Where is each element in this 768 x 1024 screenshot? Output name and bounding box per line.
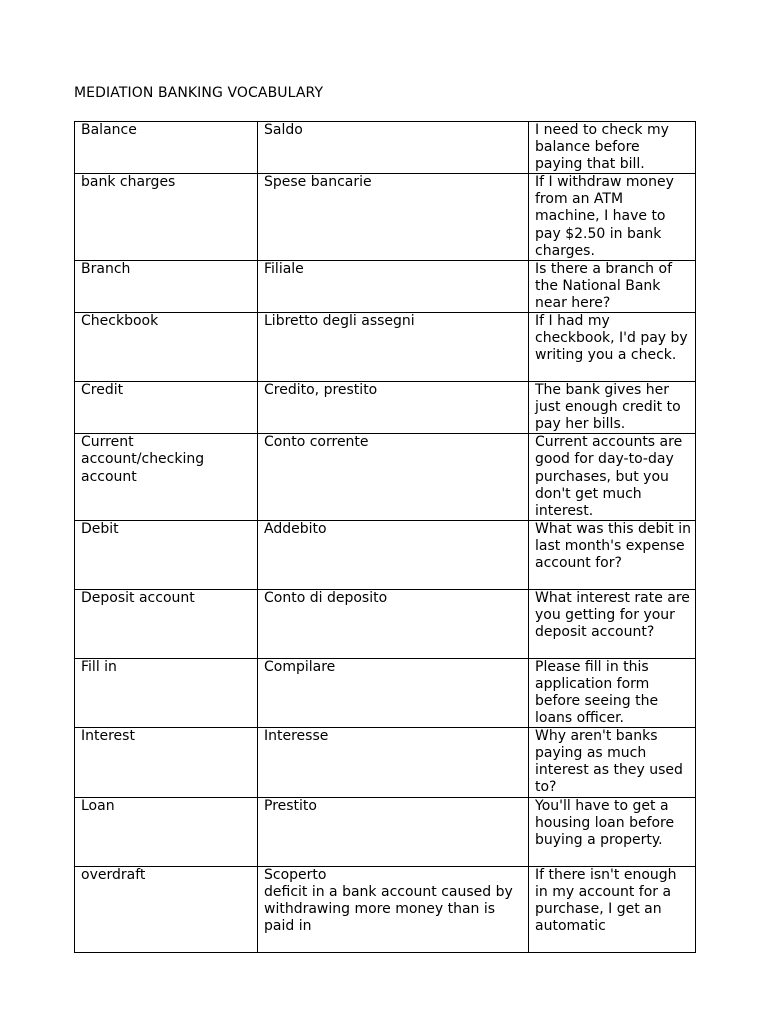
term-text: Balance	[81, 122, 137, 138]
table-row	[75, 797, 696, 866]
translation-cell	[258, 797, 529, 866]
translation-text: Conto di deposito	[264, 589, 388, 606]
term-cell	[75, 122, 258, 174]
table-row	[75, 122, 696, 174]
translation-cell	[258, 434, 529, 520]
example-text: If I withdraw money from an ATM machine, I have to pay $2.50 in bank charges.	[535, 174, 674, 259]
example-text: If there isn't enough in my account for a purchase, I get an automatic	[535, 866, 677, 934]
example-cell	[529, 382, 696, 434]
example-text: What was this debit in last month's expense account for?	[535, 520, 691, 571]
translation-text: Compilare	[264, 658, 336, 675]
example-cell	[529, 313, 696, 382]
term-text: Current account/checking account	[81, 434, 205, 485]
term-cell	[75, 797, 258, 866]
translation-text: Addebito	[264, 520, 327, 537]
translation-text: Conto corrente	[264, 434, 369, 451]
table-row	[75, 174, 696, 260]
example-text: If I had my checkbook, I'd pay by writing you a check.	[535, 313, 688, 364]
translation-cell	[258, 728, 529, 797]
table-row	[75, 520, 696, 589]
example-text: Current accounts are good for day-to-day purchases, but you don't get much interest.	[535, 434, 683, 519]
term-text: overdraft	[81, 866, 146, 883]
term-text: Credit	[81, 382, 124, 399]
translation-text: Credito, prestito	[264, 382, 378, 399]
example-cell	[529, 728, 696, 797]
translation-cell	[258, 658, 529, 727]
term-cell	[75, 260, 258, 312]
term-text: Interest	[81, 728, 135, 745]
table-row	[75, 313, 696, 382]
term-cell	[75, 658, 258, 727]
translation-text: Spese bancarie	[264, 174, 372, 191]
translation-cell	[258, 313, 529, 382]
table-row	[75, 434, 696, 520]
translation-cell	[258, 520, 529, 589]
term-cell	[75, 589, 258, 658]
translation-text: Prestito	[264, 797, 317, 814]
example-text: You'll have to get a housing loan before buying a property.	[535, 797, 675, 848]
vocabulary-table	[74, 121, 696, 953]
translation-cell	[258, 260, 529, 312]
example-cell	[529, 434, 696, 520]
translation-cell	[258, 122, 529, 174]
term-text: Checkbook	[81, 313, 159, 330]
translation-text: Saldo	[264, 122, 303, 138]
term-text: Loan	[81, 797, 115, 814]
term-cell	[75, 174, 258, 260]
example-cell	[529, 520, 696, 589]
document-title: MEDIATION BANKING VOCABULARY	[74, 85, 324, 101]
translation-cell	[258, 174, 529, 260]
table-row	[75, 382, 696, 434]
example-text: What interest rate are you getting for your deposit account?	[535, 589, 690, 640]
term-cell	[75, 728, 258, 797]
example-text: The bank gives her just enough credit to pay her bills.	[535, 382, 681, 433]
example-cell	[529, 658, 696, 727]
example-cell	[529, 797, 696, 866]
example-text: Is there a branch of the National Bank near here?	[535, 260, 672, 311]
translation-text: Scoperto deficit in a bank account caused by withdrawing more money than is paid in	[264, 866, 513, 934]
term-cell	[75, 520, 258, 589]
term-cell	[75, 382, 258, 434]
translation-cell	[258, 382, 529, 434]
example-cell	[529, 260, 696, 312]
table-row	[75, 589, 696, 658]
example-text: Why aren't banks paying as much interest as they used to?	[535, 728, 683, 796]
translation-text: Filiale	[264, 260, 304, 277]
term-cell	[75, 866, 258, 952]
example-cell	[529, 122, 696, 174]
table-row	[75, 658, 696, 727]
translation-cell	[258, 589, 529, 658]
translation-cell	[258, 866, 529, 952]
term-text: Fill in	[81, 658, 117, 675]
example-text: I need to check my balance before paying that bill.	[535, 122, 669, 173]
example-cell	[529, 866, 696, 952]
translation-text: Interesse	[264, 728, 329, 745]
table-row	[75, 866, 696, 952]
table-row	[75, 728, 696, 797]
term-cell	[75, 434, 258, 520]
term-text: Debit	[81, 520, 119, 537]
example-text: Please fill in this application form before seeing the loans officer.	[535, 658, 659, 727]
example-cell	[529, 589, 696, 658]
table-row	[75, 260, 696, 312]
translation-text: Libretto degli assegni	[264, 313, 415, 330]
term-text: bank charges	[81, 174, 176, 191]
term-text: Branch	[81, 260, 131, 277]
term-text: Deposit account	[81, 589, 195, 606]
example-cell	[529, 174, 696, 260]
term-cell	[75, 313, 258, 382]
